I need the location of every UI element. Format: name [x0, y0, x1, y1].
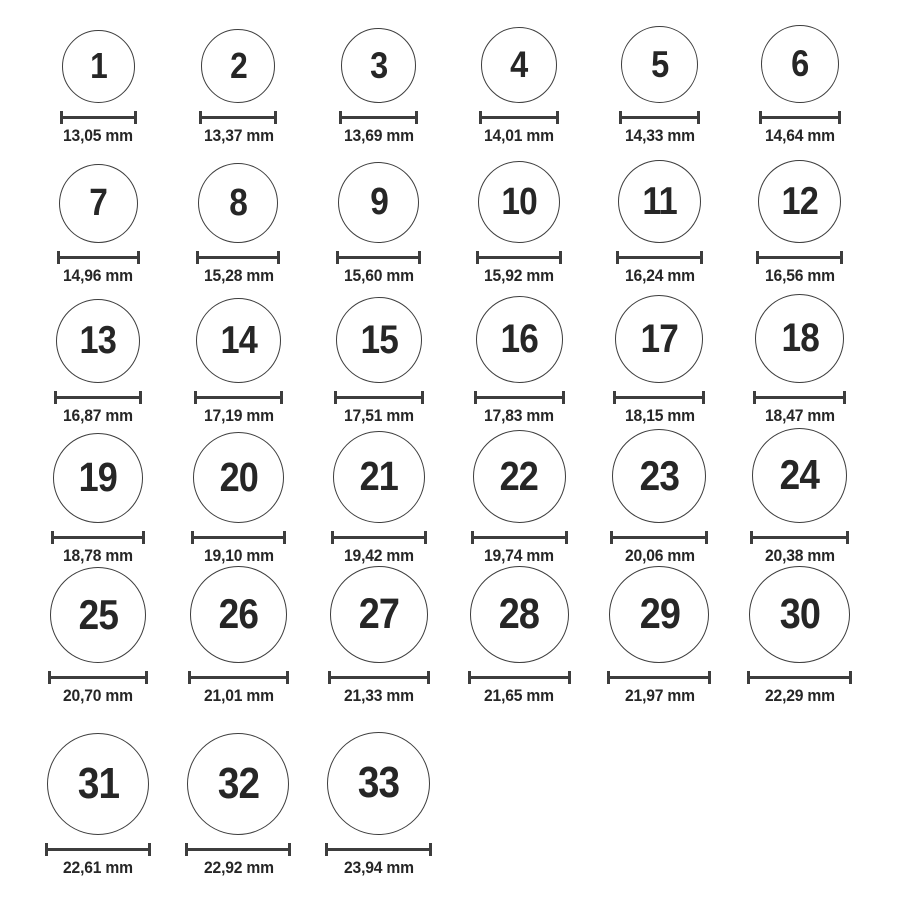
measure-tick-right [424, 531, 427, 544]
measure-bar [54, 536, 142, 539]
ring-size-cell [730, 6, 870, 146]
measure-bar [337, 396, 421, 399]
diameter-measure-line [325, 843, 432, 856]
measure-bar [188, 848, 288, 851]
ring-circle [190, 566, 287, 663]
diameter-measure-line [336, 251, 421, 264]
diameter-measure-line [54, 391, 142, 404]
measure-bar [471, 676, 568, 679]
measure-tick-right [288, 843, 291, 856]
ring-size-cell [449, 146, 589, 286]
diameter-label: 21,33 mm [343, 685, 414, 705]
ring-size-number: 18 [781, 316, 819, 361]
ring-size-cell [28, 146, 168, 286]
ring-circle [198, 163, 278, 243]
ring-size-number: 20 [219, 453, 258, 500]
ring-size-number: 16 [500, 317, 538, 362]
diameter-label: 20,38 mm [764, 545, 835, 565]
measure-tick-right [429, 843, 432, 856]
ring-size-number: 29 [639, 589, 680, 638]
ring-circle [618, 160, 701, 243]
ring-size-cell [309, 426, 449, 566]
diameter-label: 17,83 mm [484, 405, 555, 425]
ring-size-cell [309, 286, 449, 426]
diameter-measure-line [185, 843, 291, 856]
measure-bar [63, 116, 134, 119]
diameter-measure-line [610, 531, 708, 544]
diameter-label: 16,56 mm [764, 265, 835, 285]
diameter-label: 17,19 mm [203, 405, 274, 425]
ring-size-number: 7 [89, 182, 108, 225]
ring-size-cell [309, 6, 449, 146]
measure-tick-right [705, 531, 708, 544]
ring-size-cell [168, 6, 308, 146]
diameter-measure-line [48, 671, 148, 684]
diameter-label: 19,10 mm [203, 545, 274, 565]
ring-circle [758, 160, 841, 243]
diameter-measure-line [607, 671, 711, 684]
ring-size-cell [449, 286, 589, 426]
measure-bar [610, 676, 708, 679]
measure-bar [474, 536, 565, 539]
measure-tick-right [559, 251, 562, 264]
diameter-measure-line [188, 671, 289, 684]
ring-size-number: 21 [359, 453, 398, 500]
measure-tick-right [556, 111, 559, 124]
ring-size-number: 17 [640, 316, 679, 361]
measure-tick-right [145, 671, 148, 684]
diameter-measure-line [51, 531, 145, 544]
ring-size-cell [168, 566, 308, 706]
diameter-measure-line [619, 111, 700, 124]
diameter-label: 18,78 mm [63, 545, 134, 565]
diameter-measure-line [471, 531, 568, 544]
ring-size-number: 23 [639, 451, 680, 499]
measure-tick-right [277, 251, 280, 264]
ring-circle [338, 162, 419, 243]
measure-tick-right [565, 531, 568, 544]
ring-circle [761, 25, 839, 103]
diameter-measure-line [479, 111, 559, 124]
diameter-measure-line [750, 531, 849, 544]
ring-size-cell [589, 146, 729, 286]
measure-tick-right [697, 111, 700, 124]
measure-tick-right [286, 671, 289, 684]
diameter-measure-line [613, 391, 705, 404]
ring-circle [47, 733, 149, 835]
measure-bar [482, 116, 556, 119]
measure-bar [197, 396, 280, 399]
diameter-measure-line [334, 391, 424, 404]
ring-circle [59, 164, 138, 243]
ring-size-number: 25 [78, 590, 118, 638]
ring-size-number: 8 [229, 181, 248, 224]
measure-bar [57, 396, 139, 399]
ring-circle [62, 30, 135, 103]
ring-circle [473, 430, 566, 523]
diameter-label: 22,61 mm [63, 857, 134, 877]
ring-size-cell [730, 566, 870, 706]
ring-circle [755, 294, 844, 383]
ring-circle [50, 567, 146, 663]
ring-size-cell [730, 426, 870, 566]
measure-bar [616, 396, 702, 399]
ring-size-cell [28, 706, 168, 878]
ring-size-number: 10 [501, 180, 537, 223]
ring-size-cell [28, 566, 168, 706]
ring-size-number: 22 [499, 452, 539, 499]
diameter-measure-line [476, 251, 562, 264]
ring-circle [609, 566, 709, 663]
ring-size-cell [589, 426, 729, 566]
diameter-label: 15,28 mm [203, 265, 274, 285]
diameter-measure-line [191, 531, 286, 544]
measure-bar [622, 116, 697, 119]
ring-size-number: 14 [220, 318, 257, 362]
ring-circle [476, 296, 563, 383]
ring-size-cell [449, 6, 589, 146]
ring-size-cell [589, 286, 729, 426]
diameter-label: 21,97 mm [624, 685, 695, 705]
measure-tick-right [838, 111, 841, 124]
diameter-measure-line [468, 671, 571, 684]
ring-size-number: 26 [218, 590, 259, 638]
measure-tick-right [840, 251, 843, 264]
ring-circle [612, 429, 706, 523]
ring-size-number: 15 [360, 317, 398, 362]
ring-size-cell [28, 286, 168, 426]
measure-tick-right [843, 391, 846, 404]
ring-size-cell [589, 566, 729, 706]
ring-circle [53, 433, 143, 523]
ring-size-number: 3 [370, 44, 388, 86]
measure-tick-right [849, 671, 852, 684]
measure-bar [750, 676, 849, 679]
ring-size-cell [730, 286, 870, 426]
diameter-label: 14,33 mm [624, 125, 695, 145]
measure-bar [479, 256, 559, 259]
diameter-label: 15,92 mm [484, 265, 555, 285]
measure-tick-right [139, 391, 142, 404]
diameter-label: 13,69 mm [343, 125, 414, 145]
diameter-label: 14,64 mm [764, 125, 835, 145]
measure-tick-right [418, 251, 421, 264]
ring-size-number: 13 [79, 319, 117, 363]
ring-size-number: 11 [642, 179, 677, 223]
ring-circle [615, 295, 703, 383]
ring-circle [193, 432, 284, 523]
ring-size-cell [449, 566, 589, 706]
ring-circle [330, 566, 428, 663]
ring-size-number: 9 [369, 181, 388, 224]
ring-size-number: 33 [358, 758, 400, 808]
diameter-measure-line [57, 251, 140, 264]
ring-size-cell [168, 286, 308, 426]
ring-circle [341, 28, 416, 103]
diameter-label: 22,92 mm [203, 857, 274, 877]
diameter-label: 16,24 mm [624, 265, 695, 285]
diameter-measure-line [45, 843, 151, 856]
measure-bar [331, 676, 427, 679]
diameter-label: 21,65 mm [484, 685, 555, 705]
measure-tick-right [427, 671, 430, 684]
ring-circle [333, 431, 425, 523]
diameter-measure-line [474, 391, 565, 404]
ring-size-number: 27 [358, 589, 399, 638]
diameter-label: 13,37 mm [203, 125, 274, 145]
ring-size-cell [309, 566, 449, 706]
diameter-measure-line [753, 391, 846, 404]
measure-tick-right [708, 671, 711, 684]
ring-size-number: 12 [781, 179, 819, 223]
measure-tick-right [562, 391, 565, 404]
diameter-label: 17,51 mm [343, 405, 414, 425]
diameter-label: 13,05 mm [63, 125, 134, 145]
diameter-measure-line [759, 111, 841, 124]
measure-bar [339, 256, 418, 259]
ring-size-number: 2 [230, 44, 247, 86]
diameter-label: 21,01 mm [203, 685, 274, 705]
measure-bar [202, 116, 274, 119]
ring-size-number: 19 [78, 454, 118, 501]
ring-circle [621, 26, 698, 103]
ring-size-cell [28, 6, 168, 146]
diameter-label: 14,01 mm [484, 125, 555, 145]
ring-circle [481, 27, 557, 103]
measure-bar [191, 676, 286, 679]
measure-tick-right [142, 531, 145, 544]
diameter-measure-line [196, 251, 280, 264]
diameter-measure-line [339, 111, 418, 124]
measure-tick-right [148, 843, 151, 856]
measure-bar [613, 536, 705, 539]
ring-circle [56, 299, 140, 383]
diameter-label: 18,15 mm [624, 405, 695, 425]
ring-circle [187, 733, 289, 835]
diameter-label: 23,94 mm [343, 857, 414, 877]
ring-size-cell [309, 706, 449, 878]
ring-circle [478, 161, 560, 243]
measure-bar [48, 848, 148, 851]
measure-tick-right [415, 111, 418, 124]
diameter-measure-line [199, 111, 277, 124]
measure-tick-right [280, 391, 283, 404]
ring-size-number: 4 [510, 44, 528, 86]
measure-tick-right [421, 391, 424, 404]
ring-size-cell [309, 146, 449, 286]
measure-tick-right [568, 671, 571, 684]
diameter-label: 19,42 mm [343, 545, 414, 565]
diameter-measure-line [194, 391, 283, 404]
ring-size-cell [168, 146, 308, 286]
measure-bar [334, 536, 424, 539]
diameter-label: 22,29 mm [764, 685, 835, 705]
diameter-label: 20,06 mm [624, 545, 695, 565]
ring-circle [196, 298, 281, 383]
measure-bar [328, 848, 429, 851]
ring-circle [327, 732, 430, 835]
ring-circle [336, 297, 422, 383]
measure-tick-right [274, 111, 277, 124]
diameter-label: 14,96 mm [63, 265, 134, 285]
measure-bar [619, 256, 700, 259]
measure-bar [60, 256, 137, 259]
diameter-label: 18,47 mm [764, 405, 835, 425]
ring-size-cell [168, 706, 308, 878]
measure-tick-right [137, 251, 140, 264]
measure-bar [199, 256, 277, 259]
measure-tick-right [702, 391, 705, 404]
measure-bar [753, 536, 846, 539]
measure-tick-right [700, 251, 703, 264]
diameter-label: 15,60 mm [343, 265, 414, 285]
diameter-measure-line [328, 671, 430, 684]
ring-size-number: 1 [89, 45, 107, 87]
ring-size-number: 6 [791, 43, 809, 85]
ring-size-cell [730, 146, 870, 286]
ring-size-cell [449, 426, 589, 566]
ring-circle [201, 29, 275, 103]
ring-circle [749, 566, 850, 663]
measure-bar [759, 256, 840, 259]
measure-bar [762, 116, 838, 119]
diameter-measure-line [756, 251, 843, 264]
measure-bar [342, 116, 415, 119]
diameter-label: 19,74 mm [484, 545, 555, 565]
ring-size-number: 28 [498, 589, 540, 638]
diameter-measure-line [60, 111, 137, 124]
measure-bar [756, 396, 843, 399]
measure-bar [51, 676, 145, 679]
measure-tick-right [283, 531, 286, 544]
diameter-measure-line [616, 251, 703, 264]
ring-size-number: 31 [77, 758, 119, 808]
ring-size-number: 24 [780, 451, 820, 499]
measure-bar [477, 396, 562, 399]
ring-size-number: 30 [779, 589, 820, 638]
ring-size-cell [589, 6, 729, 146]
ring-size-number: 5 [650, 43, 669, 85]
measure-tick-right [134, 111, 137, 124]
diameter-label: 16,87 mm [63, 405, 134, 425]
diameter-measure-line [331, 531, 427, 544]
ring-size-cell [28, 426, 168, 566]
diameter-measure-line [747, 671, 852, 684]
ring-size-number: 32 [217, 758, 260, 808]
ring-circle [470, 566, 569, 663]
measure-tick-right [846, 531, 849, 544]
ring-circle [752, 428, 847, 523]
ring-size-cell [168, 426, 308, 566]
diameter-label: 20,70 mm [63, 685, 134, 705]
measure-bar [194, 536, 283, 539]
